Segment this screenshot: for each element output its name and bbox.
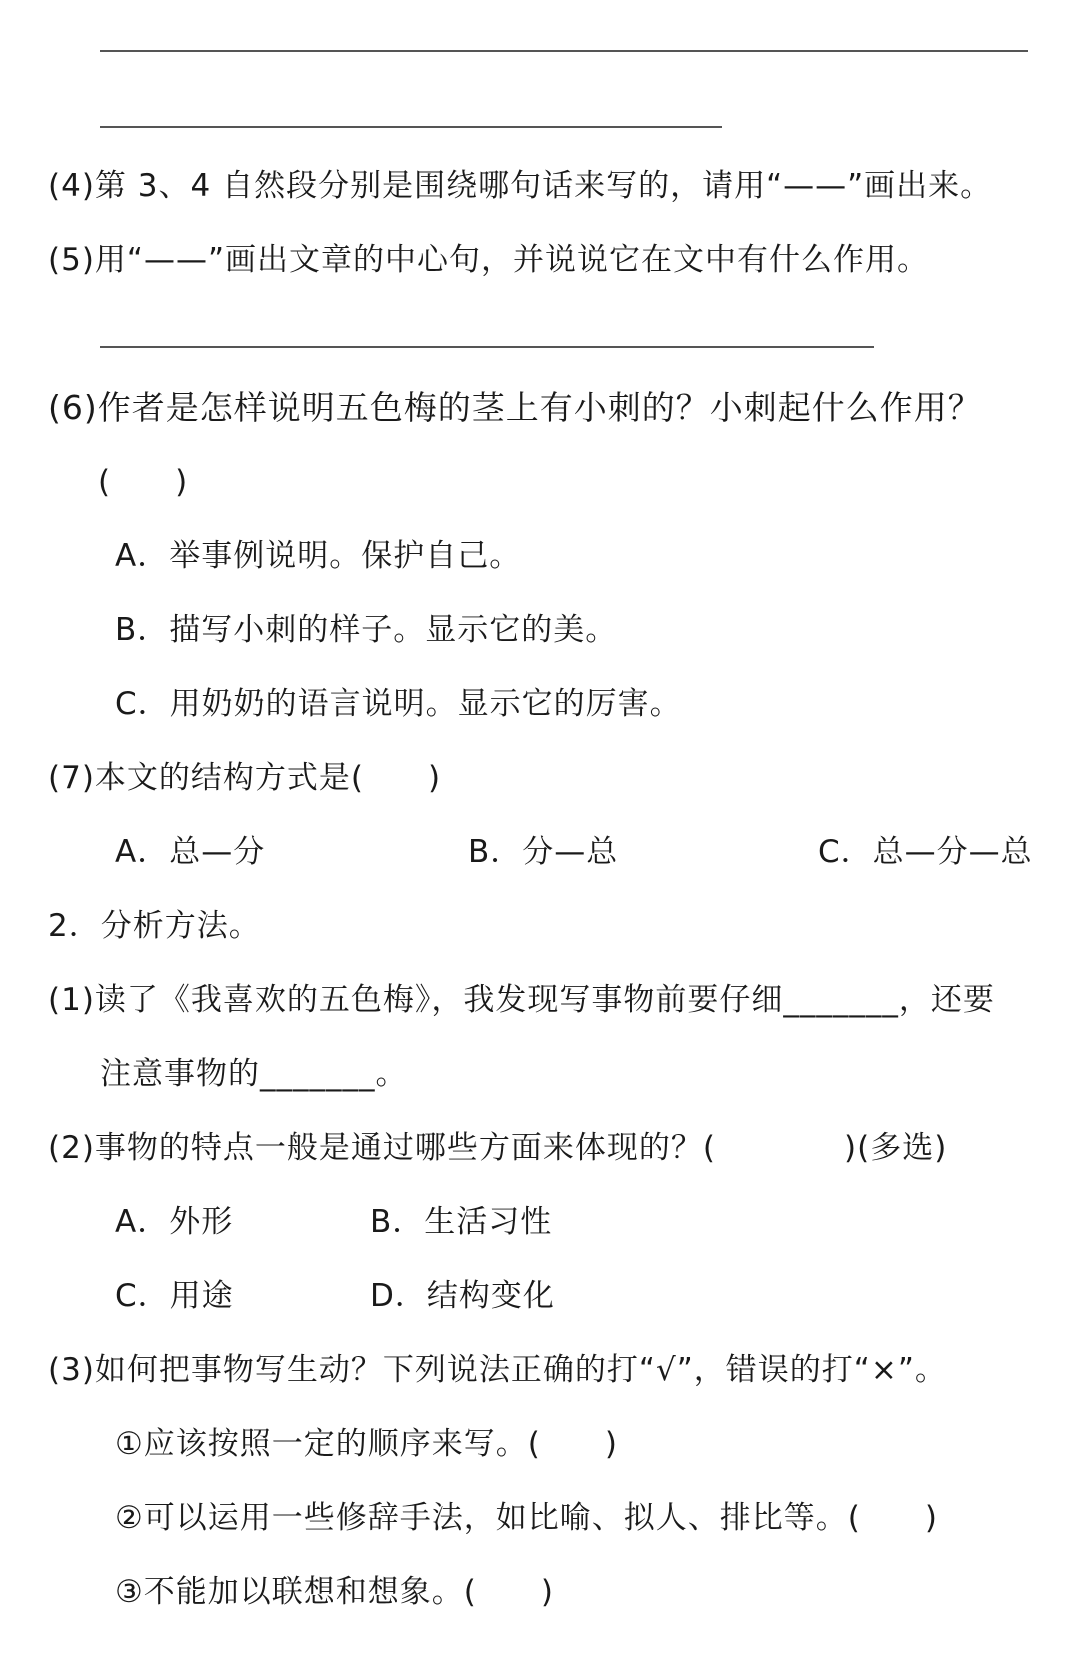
question-7-option-a: A．总—分 xyxy=(115,834,266,870)
question-6: (6)作者是怎样说明五色梅的茎上有小刺的？小刺起什么作用？ xyxy=(48,388,982,427)
section-2-heading: 2．分析方法。 xyxy=(48,908,261,944)
answer-line-2 xyxy=(100,126,722,128)
question-6-option-c: C．用奶奶的语言说明。显示它的厉害。 xyxy=(115,686,682,722)
section-2-question-2: (2)事物的特点一般是通过哪些方面来体现的？( )(多选) xyxy=(48,1130,948,1166)
question-6-answer-paren: ( ) xyxy=(98,464,189,500)
section-2-question-2-option-c: C．用途 xyxy=(115,1278,234,1314)
section-2-question-3-item-3: ③不能加以联想和想象。( ) xyxy=(115,1574,554,1610)
question-7-option-c: C．总—分—总 xyxy=(818,834,1033,870)
section-2-question-2-option-d: D．结构变化 xyxy=(370,1278,555,1314)
section-2-question-3-item-2: ②可以运用一些修辞手法，如比喻、拟人、排比等。( ) xyxy=(115,1500,938,1536)
section-2-question-3: (3)如何把事物写生动？下列说法正确的打“√”，错误的打“×”。 xyxy=(48,1352,947,1388)
section-2-question-2-option-b: B．生活习性 xyxy=(370,1204,553,1240)
section-2-question-1-line-1: (1)读了《我喜欢的五色梅》，我发现写事物前要仔细_______，还要 xyxy=(48,982,995,1018)
question-6-option-b: B．描写小刺的样子。显示它的美。 xyxy=(115,612,618,648)
question-7-option-b: B．分—总 xyxy=(468,834,619,870)
answer-line-1 xyxy=(100,50,1028,52)
section-2-question-3-item-1: ①应该按照一定的顺序来写。( ) xyxy=(115,1426,618,1462)
section-2-question-1-line-2: 注意事物的_______。 xyxy=(100,1056,408,1092)
question-7: (7)本文的结构方式是( ) xyxy=(48,760,442,796)
question-6-option-a: A．举事例说明。保护自己。 xyxy=(115,538,522,574)
answer-line-3 xyxy=(100,346,874,348)
question-5: (5)用“——”画出文章的中心句，并说说它在文中有什么作用。 xyxy=(48,242,930,278)
question-4: (4)第 3、4 自然段分别是围绕哪句话来写的，请用“——”画出来。 xyxy=(48,168,993,204)
section-2-question-2-option-a: A．外形 xyxy=(115,1204,234,1240)
